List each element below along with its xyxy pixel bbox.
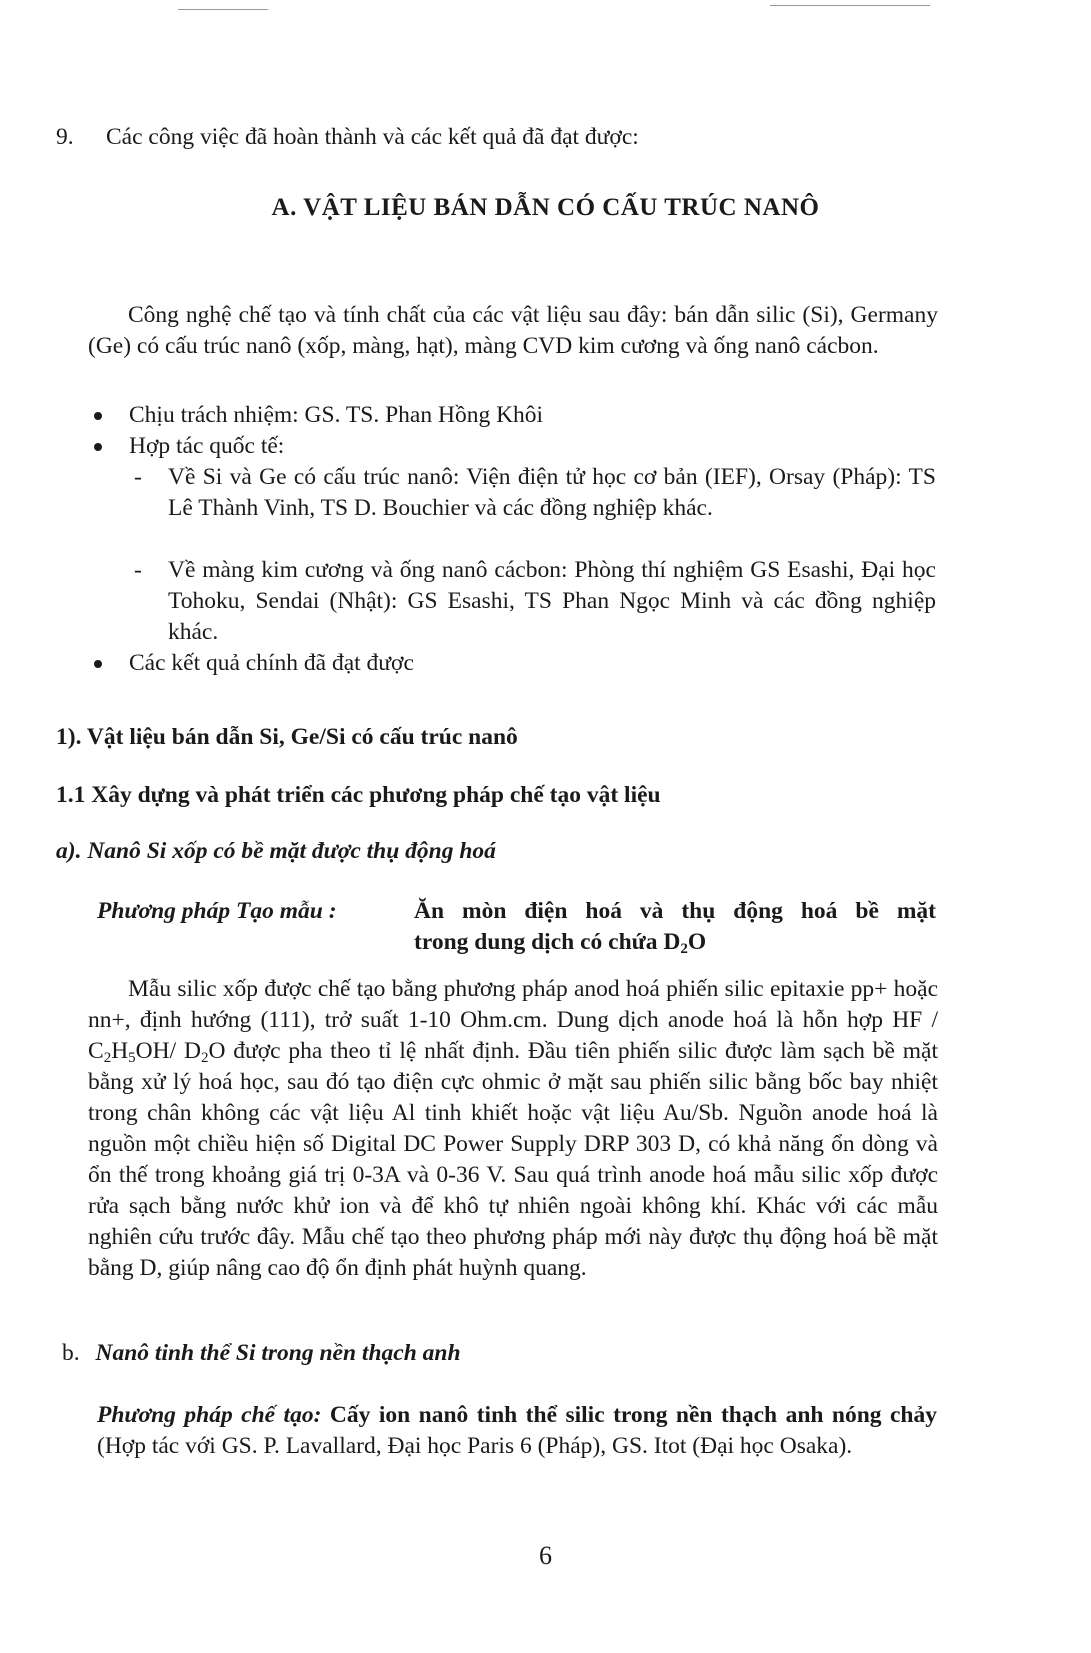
- bullet-dot-responsible: [94, 412, 102, 420]
- item-9-text: Các công việc đã hoàn thành và các kết quả đã đạt được:: [106, 124, 639, 150]
- para-a-part3: OH/ D: [135, 1038, 201, 1064]
- bullet-results: Các kết quả chính đã đạt được: [129, 650, 414, 676]
- method-b-label: Phương pháp chế tạo:: [97, 1402, 322, 1428]
- subheading-b-title: Nanô tinh thể Si trong nền thạch anh: [95, 1340, 461, 1366]
- paragraph-a: [88, 974, 938, 1284]
- intro-paragraph: [88, 300, 938, 362]
- item-9-number: 9.: [56, 124, 74, 150]
- para-a-part1: Mẫu silic xốp được chế tạo bằng phương pháp anod hoá phiến silic epitaxie pp+ hoặc nn+, định hướng (111), trở suất 1-10 Ohm.cm. Dung dịch anode hoá là hỗn hợp HF / C: [88, 976, 938, 1064]
- method-b-normal-text: (Hợp tác với GS. P. Lavallard, Đại học Paris 6 (Pháp), GS. Itot (Đại học Osaka).: [97, 1433, 853, 1459]
- bullet-dot-results: [94, 660, 102, 668]
- page-number: 6: [539, 1541, 552, 1570]
- sub-item-ge-si: Về Si và Ge có cấu trúc nanô: Viện điện tử học cơ bản (IEF), Orsay (Pháp): TS Lê Thành Vinh, TS D. Bouchier và các đồng nghiệp khác.: [168, 464, 936, 521]
- intro-text: Công nghệ chế tạo và tính chất của các vật liệu sau đây: bán dẫn silic (Si), Germany (Ge) có cấu trúc nanô (xốp, màng, hạt), màng CVD kim cương và ống nanô cácbon.: [88, 302, 938, 359]
- subheading-b: [62, 1338, 461, 1369]
- method-a-line2-prefix: trong dung dịch có chứa D: [414, 929, 681, 955]
- scan-artifact-right: [770, 5, 930, 6]
- para-a-sub1: 2: [103, 1050, 112, 1066]
- sub-dash-1: -: [134, 464, 142, 490]
- method-a-line2: [414, 927, 706, 958]
- para-a-part4: O được pha theo tỉ lệ nhất định. Đầu tiên phiến silic được làm sạch bề mặt bằng xử lý hoá học, sau đó tạo điện cực ohmic ở mặt sau phiến silic bằng bốc bay nhiệt trong chân không các vật liệu Al tinh khiết hoặc vật liệu Au/Sb. Nguồn anode hoá là nguồn một chiều hiện số Digital DC Power Supply DRP 303 D, có khả năng ổn dòng và ổn thế trong khoảng giá trị 0-3A và 0-36 V. Sau quá trình anode hoá mẫu silic xốp được rửa sạch bằng nước khử ion và để khô tự nhiên ngoài không khí. Khác với các mẫu nghiên cứu trước đây. Mẫu chế tạo theo phương pháp mới này được thụ động hoá bề mặt bằng D, giúp nâng cao độ ổn định phát huỳnh quang.: [88, 1038, 939, 1281]
- heading-1-1: 1.1 Xây dựng và phát triển các phương pháp chế tạo vật liệu: [56, 782, 661, 808]
- method-a-line2-sub: 2: [680, 941, 688, 957]
- method-b-paragraph: [97, 1400, 937, 1462]
- para-a-sub2: 5: [128, 1050, 136, 1066]
- method-a-label: Phương pháp Tạo mẫu :: [97, 898, 337, 924]
- para-a-sub3: 2: [200, 1050, 209, 1066]
- sub-item-diamond: Về màng kim cương và ống nanô cácbon: Phòng thí nghiệm GS Esashi, Đại học Tohoku, Sendai (Nhật): GS Esashi, TS Phan Ngọc Minh và các đồng nghiệp khác.: [168, 557, 936, 645]
- method-a-line1: Ăn mòn điện hoá và thụ động hoá bề mặt: [414, 898, 936, 924]
- subheading-a: a). Nanô Si xốp có bề mặt được thụ động hoá: [56, 838, 496, 864]
- bullet-dot-cooperation: [94, 443, 102, 451]
- section-title: A. VẬT LIỆU BÁN DẪN CÓ CẤU TRÚC NANÔ: [271, 194, 820, 221]
- method-b-bold-text: Cấy ion nanô tinh thể silic trong nền thạch anh nóng chảy: [329, 1402, 938, 1428]
- sub-dash-2: -: [134, 557, 142, 583]
- para-a-part2: H: [111, 1038, 129, 1064]
- subheading-b-prefix: b.: [62, 1340, 80, 1366]
- bullet-responsible: Chịu trách nhiệm: GS. TS. Phan Hồng Khôi: [129, 402, 544, 428]
- method-a-line2-suffix: O: [687, 929, 707, 955]
- heading-1: 1). Vật liệu bán dẫn Si, Ge/Si có cấu trúc nanô: [56, 724, 518, 750]
- scan-artifact-left: [178, 9, 268, 10]
- bullet-cooperation: Hợp tác quốc tế:: [129, 433, 285, 459]
